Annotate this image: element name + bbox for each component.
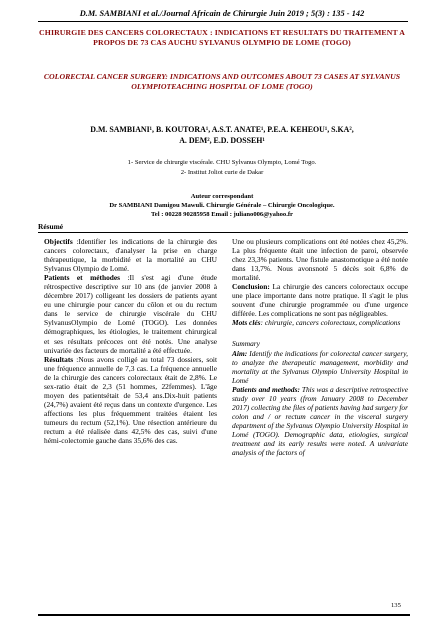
aim-text: Identify the indications for colorectal cancer surgery, to analyze the therapeutic management, morbidity and mortality at the Sylvanus Olympio University Hospital in Lomé	[232, 348, 408, 385]
objectives-text: :Identifier les indications de la chirurgie des cancers colorectaux, d'analyser la prise en charge thérapeutique, la morbidité et la mortalité au CHU Sylvanus Olympio de Lomé.	[44, 237, 217, 274]
results-label: Résultats	[44, 354, 74, 364]
authors	[38, 124, 406, 146]
keywords-paragraph	[232, 318, 408, 327]
affiliations	[38, 158, 406, 178]
methods-label: Patients et méthodes	[44, 273, 121, 283]
footer-rule	[38, 614, 410, 616]
affiliation-1: 1- Service de chirurgie viscérale. CHU Sylvanus Olympio, Lomé Togo.	[127, 159, 317, 166]
aim-paragraph	[232, 349, 408, 385]
results-text: :Nous avons colligé au total 73 dossiers, soit une fréquence annuelle de 7,3 cas. La fréquence annuelle de la chirurgie des cancers colorectaux était de 2,8%. Le sex-ratio était de 2,3 (51 hommes, 22femmes). L'âge moyen des patientsétait de 53,4 ans.Dix-huit patients (24,7%) avaient été reçus dans un contexte d'urgence. Les affections les plus fréquemment traitées étaient les tumeurs du rectum (52,1%). Une résection antérieure du rectum a été réalisée dans 42,5% des cas, suivi d'une hémi-colectomie gauche dans 35,6% des cas.	[44, 354, 217, 446]
patients-methods-label: Patients and methods:	[232, 384, 300, 394]
conclusion-paragraph	[232, 282, 408, 318]
authors-line-2: A. DEM², E.D. DOSSEH¹	[179, 136, 265, 145]
corresponding-author-contact: Tel : 00228 90285958 Email : juliano006@yahoo.fr	[151, 211, 293, 218]
patients-methods-paragraph	[232, 385, 408, 457]
keywords-text: : chirurgie, cancers colorectaux, complications	[260, 318, 401, 328]
corresponding-author-name: Dr SAMBIANI Damigou Mawuli. Chirurgie Générale – Chirurgie Oncologique.	[109, 202, 335, 209]
objectives-label: Objectifs	[44, 237, 73, 246]
journal-header: D.M. SAMBIANI et al./Journal Africain de Chirurgie Juin 2019 ; 5(3) : 135 - 142	[79, 9, 365, 18]
corresponding-author-label: Auteur correspondant	[190, 193, 254, 200]
methods-text: :Il s'est agi d'une étude rétrospective descriptive sur 10 ans (de janvier 2008 à décembre 2017) colligeant les dossiers de patients ayant eu une chirurgie pour cancer du côlon et ou du rectum dans le service de chirurgie viscérale du CHU SylvanusOlympio de Lomé (TOGO). Les données démographiques, les étiologies, le traitement chirurgical et ses résultats précoces ont été notés. Une analyse univariée des facteurs de mortalité a été effectuée.	[44, 273, 217, 355]
page-number: 135	[391, 602, 401, 609]
spacer	[232, 327, 408, 339]
summary-heading: Summary	[232, 339, 260, 349]
affiliation-2: 2- Institut Joliot curie de Dakar	[180, 169, 264, 176]
title-english: COLORECTAL CANCER SURGERY: INDICATIONS AND OUTCOMES ABOUT 73 CASES AT SYLVANUS OLYMPIOTEACHING HOSPITAL OF LOME (TOGO)	[43, 72, 401, 91]
aim-label: Aim:	[232, 348, 248, 358]
abstract-right-column	[232, 237, 408, 457]
resume-heading: Résumé	[38, 222, 64, 231]
patients-methods-text: This was a descriptive retrospective study over 10 years (from January 2008 to December 2017) collecting the files of patients having had surgery for colon and / or rectum cancer in the visceral surgery department of the Sylvanus Olympio University Hospital in Lomé (TOGO). Demographic data, etiologies, surgical treatment and its early results were noted. A univariate analysis of the factors of	[232, 384, 408, 458]
resume-rule	[38, 232, 408, 233]
keywords-label: Mots clés	[232, 318, 261, 328]
objectives-paragraph	[44, 237, 217, 273]
conclusion-text: La chirurgie des cancers colorectaux occupe une place importante dans notre pratique. Il s'agit le plus souvent d'une chirurgie programmée ou d'une urgence différée. Les complications ne sont pas négligeables.	[232, 282, 408, 319]
corresponding-author	[38, 192, 406, 219]
results-paragraph	[44, 355, 217, 445]
conclusion-label: Conclusion:	[232, 282, 270, 292]
results-continued: Une ou plusieurs complications ont été notées chez 45,2%. La plus fréquente était une infection de paroi, observée chez 23,3% patients. Une fistule anastomotique a été notée dans 13,7%. Nous avonsnoté 5 décès soit 6,8% de mortalité.	[232, 237, 408, 283]
header-rule	[38, 21, 408, 22]
abstract-left-column	[44, 237, 217, 445]
authors-line-1: D.M. SAMBIANI¹, B. KOUTORA¹, A.S.T. ANATE¹, P.E.A. KEHEOU¹, S.KA²,	[90, 125, 354, 134]
methods-paragraph	[44, 273, 217, 354]
title-french: CHIRURGIE DES CANCERS COLORECTAUX : INDICATIONS ET RESULTATS DU TRAITEMENT A PROPOS DE 73 CAS AUCHU SYLVANUS OLYMPIO DE LOME (TOGO)	[39, 28, 405, 47]
